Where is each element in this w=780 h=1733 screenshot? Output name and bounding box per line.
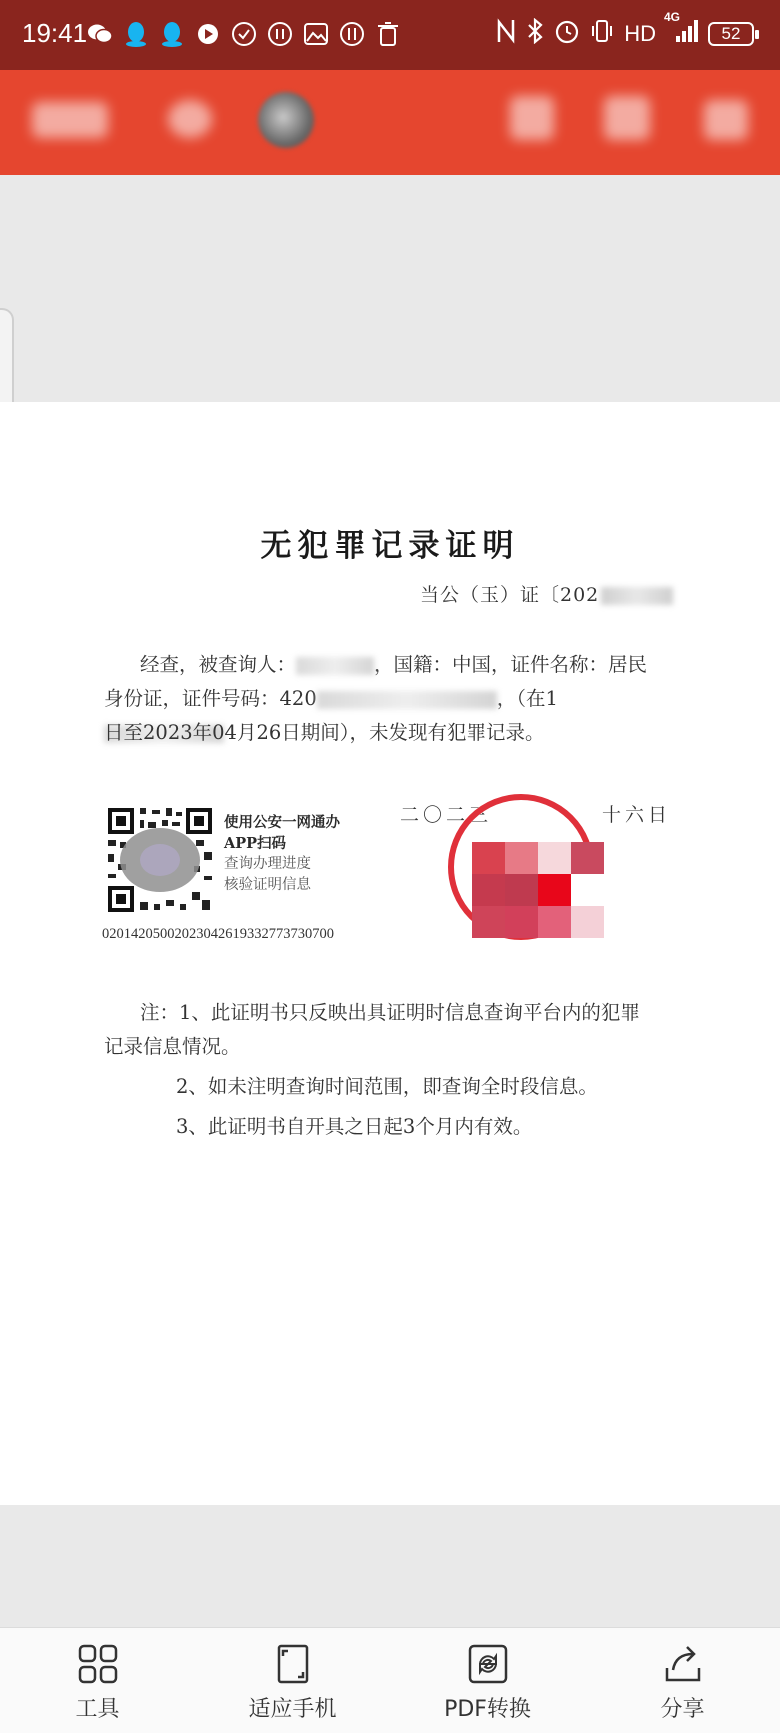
nfc-icon xyxy=(496,18,516,50)
body-line-3: 日至2023年04月26日期间），未发现有犯罪记录。 xyxy=(104,721,545,744)
fit-phone-button[interactable]: 适应手机 xyxy=(195,1628,390,1733)
bluetooth-icon xyxy=(526,18,544,50)
viewer-background-bottom xyxy=(0,1505,780,1627)
pdf-convert-button[interactable]: PDF转换 xyxy=(390,1628,585,1733)
qq-icon xyxy=(122,20,150,48)
signal-icon: 4G xyxy=(666,18,698,50)
viewer-background-top xyxy=(0,175,780,402)
edit-button[interactable] xyxy=(32,102,108,138)
issue-date: 二〇二三 十六日 xyxy=(400,804,672,826)
cloud-icon[interactable] xyxy=(168,100,212,138)
redacted-id xyxy=(317,691,497,709)
menu-icon[interactable] xyxy=(510,96,554,140)
share-button[interactable]: 分享 xyxy=(585,1628,780,1733)
grid-icon xyxy=(76,1642,120,1686)
qr-code xyxy=(106,806,214,914)
layout-icon[interactable] xyxy=(604,96,650,140)
reference-number: 当公（玉）证〔202 xyxy=(420,580,673,607)
redacted-text xyxy=(601,587,673,605)
trash-icon xyxy=(374,20,402,48)
share-icon xyxy=(661,1642,705,1686)
document-title: 无犯罪记录证明 xyxy=(260,528,520,564)
redacted-seal-mosaic xyxy=(472,842,604,938)
notification-icons xyxy=(86,20,402,48)
sync-circle-icon xyxy=(338,20,366,48)
close-icon[interactable] xyxy=(704,100,748,140)
music-icon xyxy=(194,20,222,48)
fit-screen-icon xyxy=(271,1642,315,1686)
avatar[interactable] xyxy=(258,92,314,148)
alarm-icon xyxy=(554,18,580,50)
status-bar xyxy=(0,0,780,70)
body-line-2: 身份证，证件号码：420 ，（在1 xyxy=(104,682,674,750)
serial-number: 02014205002023042619332773730700 xyxy=(102,926,334,942)
gallery-icon xyxy=(302,20,330,48)
redacted-name xyxy=(296,657,374,675)
document-page xyxy=(0,402,780,1505)
wechat-icon xyxy=(86,20,114,48)
note-1-line-2: 记录信息情况。 xyxy=(104,1035,241,1058)
note-3: 3、此证明书自开具之日起3个月内有效。 xyxy=(176,1115,533,1138)
battery-indicator: 52 xyxy=(708,22,754,46)
note-1-line-1: 注：1、此证明书只反映出具证明时信息查询平台内的犯罪 xyxy=(140,1001,640,1024)
note-2: 2、如未注明查询时间范围，即查询全时段信息。 xyxy=(176,1075,598,1098)
app-toolbar xyxy=(0,70,780,175)
hd-label: HD xyxy=(624,21,656,46)
status-time: 19:41 xyxy=(22,18,88,48)
body-line-1: 经查，被查询人： ，国籍：中国，证件名称：居民 xyxy=(140,653,648,676)
qr-caption: 使用公安一网通办 APP扫码 查询办理进度 核验证明信息 xyxy=(224,814,340,893)
tools-button[interactable]: 工具 xyxy=(0,1628,195,1733)
pdf-convert-icon xyxy=(466,1642,510,1686)
check-circle-icon xyxy=(230,20,258,48)
qq-icon xyxy=(158,20,186,48)
system-icons xyxy=(496,10,754,50)
pause-circle-icon xyxy=(266,20,294,48)
vibrate-icon xyxy=(590,18,614,50)
bottom-navigation xyxy=(0,1627,780,1733)
